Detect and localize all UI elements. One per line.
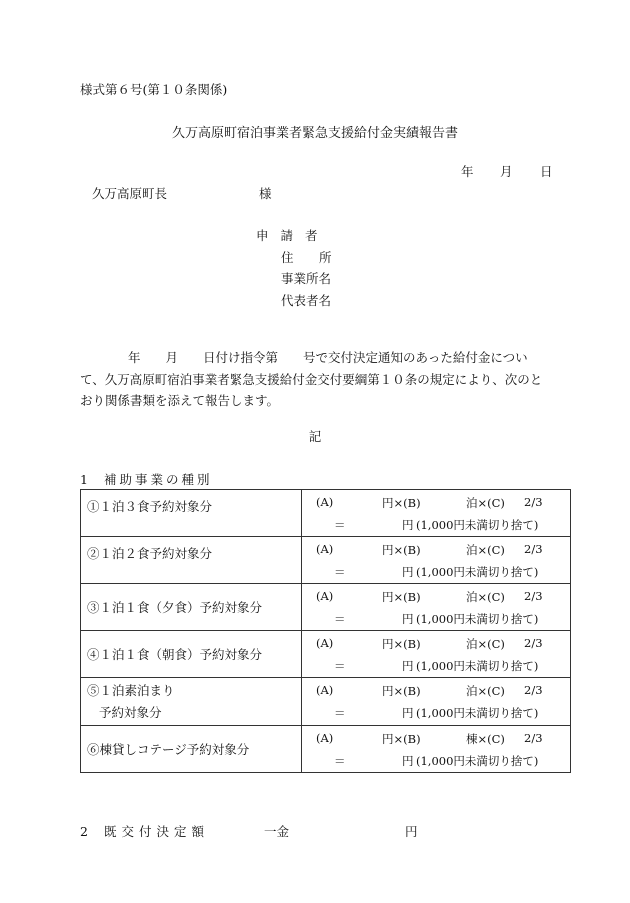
- formula-yen: 円: [402, 565, 414, 579]
- address-label-2: 所: [319, 250, 332, 265]
- body-line-3: おり関係書類を添えて報告します。: [80, 393, 280, 408]
- formula-yen-b: 円×(B): [382, 637, 421, 651]
- table-row: [81, 584, 571, 631]
- applicant-heading: 申 請 者: [256, 228, 322, 243]
- formula-rounding-note: (1,000円未満切り捨て): [416, 659, 539, 673]
- section-2-number: 2: [80, 824, 88, 839]
- formula-equals: ＝: [334, 706, 346, 720]
- amount-yen-label: 円: [405, 824, 418, 839]
- formula-unit-c: 泊×(C): [466, 637, 505, 651]
- body-line-2: て、久万高原町宿泊事業者緊急支援給付金交付要綱第１０条の規定により、次のと: [80, 371, 543, 387]
- formula-yen-b: 円×(B): [382, 543, 421, 557]
- formula-rounding-note: (1,000円未満切り捨て): [416, 754, 539, 768]
- formula-rounding-note: (1,000円未満切り捨て): [416, 518, 539, 532]
- row-label-line-1: ⑤１泊素泊まり: [87, 682, 175, 698]
- formula-fraction: 2/3: [524, 683, 543, 697]
- document-title: 久万高原町宿泊事業者緊急支援給付金実績報告書: [171, 126, 458, 141]
- formula-a: (A): [316, 683, 334, 697]
- formula-yen: 円: [402, 706, 414, 720]
- lump-sum-label: 一金: [264, 824, 290, 839]
- date-year-label: 年: [461, 164, 474, 179]
- section-1-label: 補助事業の種別: [104, 472, 213, 487]
- formula-yen: 円: [402, 518, 414, 532]
- row-label: ①１泊３食予約対象分: [81, 490, 302, 537]
- formula-a: (A): [316, 542, 334, 556]
- addressee-name: 久万高原町長: [92, 186, 168, 201]
- formula-fraction: 2/3: [524, 495, 543, 509]
- formula-yen-b: 円×(B): [382, 684, 421, 698]
- formula-a: (A): [316, 589, 334, 603]
- section-2-label: 既交付決定額: [104, 824, 210, 839]
- formula-yen-b: 円×(B): [382, 590, 421, 604]
- formula-rounding-note: (1,000円未満切り捨て): [416, 706, 539, 720]
- table-row: [81, 726, 571, 773]
- row-label-line-2: 予約対象分: [99, 704, 162, 720]
- section-1-number: 1: [80, 472, 88, 487]
- formula-yen-b: 円×(B): [382, 732, 421, 746]
- section-2-heading: [80, 822, 209, 840]
- table-row: [81, 537, 571, 584]
- formula-equals: ＝: [334, 754, 346, 768]
- report-body: [80, 347, 560, 412]
- formula-a: (A): [316, 731, 334, 745]
- formula-unit-c: 泊×(C): [466, 684, 505, 698]
- office-name-label: 事業所名: [281, 271, 332, 286]
- formula-a: (A): [316, 495, 334, 509]
- formula-equals: ＝: [334, 518, 346, 532]
- formula-rounding-note: (1,000円未満切り捨て): [416, 565, 539, 579]
- formula-fraction: 2/3: [524, 542, 543, 556]
- formula-rounding-note: (1,000円未満切り捨て): [416, 612, 539, 626]
- formula-unit-c: 棟×(C): [466, 732, 505, 746]
- formula-yen: 円: [402, 659, 414, 673]
- formula-fraction: 2/3: [524, 589, 543, 603]
- formula-yen: 円: [402, 612, 414, 626]
- formula-equals: ＝: [334, 565, 346, 579]
- formula-equals: ＝: [334, 659, 346, 673]
- formula-yen-b: 円×(B): [382, 496, 421, 510]
- body-line-1: 年 月 日付け指令第 号で交付決定通知のあった給付金につい: [128, 350, 528, 365]
- row-label: ③１泊１食（夕食）予約対象分: [81, 584, 302, 631]
- formula-fraction: 2/3: [524, 636, 543, 650]
- formula-a: (A): [316, 636, 334, 650]
- row-label: ⑥棟貸しコテージ予約対象分: [81, 726, 302, 773]
- addressee-honorific: 様: [259, 186, 272, 201]
- formula-unit-c: 泊×(C): [466, 496, 505, 510]
- formula-equals: ＝: [334, 612, 346, 626]
- date-day-label: 日: [540, 164, 553, 179]
- subsidy-type-table: [80, 489, 571, 773]
- section-1-heading: [80, 470, 213, 488]
- row-label: ②１泊２食予約対象分: [81, 537, 302, 584]
- formula-unit-c: 泊×(C): [466, 590, 505, 604]
- formula-fraction: 2/3: [524, 731, 543, 745]
- date-month-label: 月: [500, 164, 513, 179]
- formula-yen: 円: [402, 754, 414, 768]
- row-label: ④１泊１食（朝食）予約対象分: [81, 631, 302, 678]
- ki-heading: 記: [308, 429, 322, 444]
- form-number: 様式第６号(第１０条関係): [80, 82, 228, 97]
- address-label-1: 住: [281, 250, 294, 265]
- table-row: [81, 678, 571, 726]
- representative-label: 代表者名: [281, 293, 332, 308]
- formula-unit-c: 泊×(C): [466, 543, 505, 557]
- table-row: [81, 490, 571, 537]
- table-row: [81, 631, 571, 678]
